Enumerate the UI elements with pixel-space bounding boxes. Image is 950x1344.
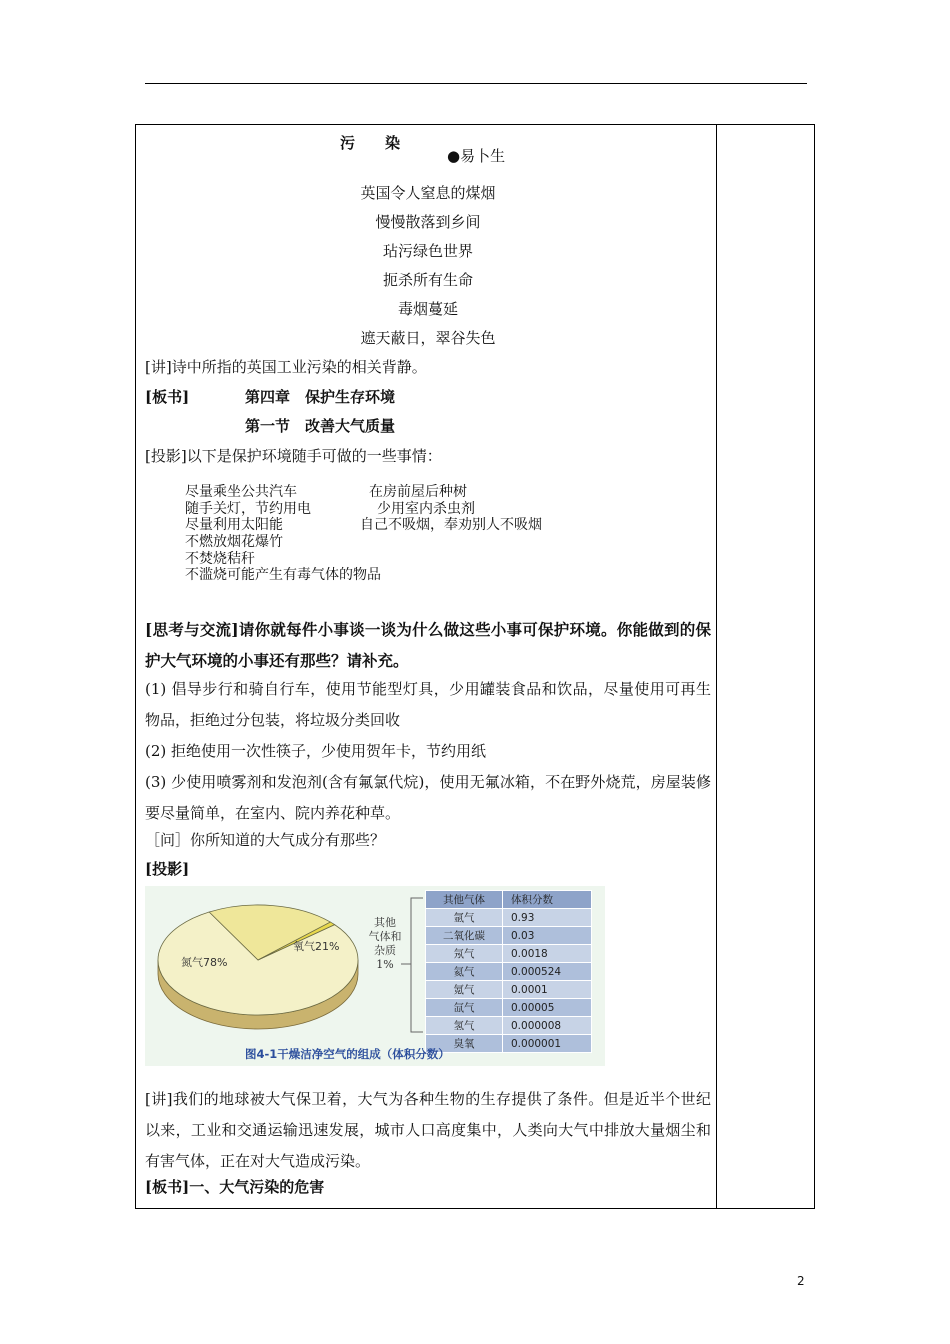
answer-item: (3) 少使用喷雾剂和发泡剂(含有氟氯代烷)，使用无氟冰箱，不在野外烧荒，房屋装修要尽量简单，在室内、院内养花种草。 [145,773,711,822]
chapter-heading: 第四章 保护生存环境 [245,388,396,406]
table-cell: 其他气体 [426,891,503,909]
table-cell: 0.0018 [503,945,592,963]
other-label-line: 1% [376,958,394,971]
slice-label-nitrogen: 氮气78% [181,956,228,969]
table-row [426,927,592,945]
slice-label-other [367,916,403,972]
other-gases-table [425,890,592,1053]
table-cell: 氩气 [426,909,503,927]
table-cell: 0.000524 [503,963,592,981]
action-item: 自己不吸烟，奉劝别人不吸烟 [360,517,542,533]
air-composition-figure [145,886,605,1066]
answer-item: (1) 倡导步行和骑自行车，使用节能型灯具，少用罐装食品和饮品，尽量使用可再生物品，拒绝过分包装，将垃圾分类回收 [145,680,711,729]
bracket-connector [401,896,427,1036]
other-label-line: 杂质 [374,944,396,957]
table-header-row [426,891,592,909]
table-cell: 氙气 [426,999,503,1017]
table-row [426,981,592,999]
column-divider [716,124,717,1209]
discussion-prompt: [思考与交流]请你就每件小事谈一谈为什么做这些小事可保护环境。你能做到的保护大气环境的小事还有那些？请补充。 [145,620,711,670]
poem-line: 扼杀所有生命 [382,271,473,289]
header-rule [145,83,807,84]
action-item: 不焚烧秸秆 [185,551,255,567]
table-row [426,999,592,1017]
lecture-note: [讲]诗中所指的英国工业污染的相关背静。 [145,358,427,376]
table-cell: 二氧化碳 [426,927,503,945]
poem-line: 玷污绿色世界 [382,242,473,260]
action-item: 尽量乘坐公共汽车 [185,484,297,500]
table-cell: 0.0001 [503,981,592,999]
section-heading: 第一节 改善大气质量 [245,417,396,435]
poem-title: 污 染 [340,134,401,152]
action-item: 不滥烧可能产生有毒气体的物品 [185,567,381,583]
lecture-note: [讲]我们的地球被大气保卫着，大气为各种生物的生存提供了条件。但是近半个世纪以来，工业和交通运输迅速发展，城市人口高度集中，人类向大气中排放大量烟尘和有害气体，正在对大气造成污染。 [145,1090,711,1170]
board-heading: [板书]一、大气污染的危害 [145,1178,325,1196]
table-cell: 0.000008 [503,1017,592,1035]
table-row [426,909,592,927]
poem-line: 毒烟蔓延 [397,300,458,318]
table-row [426,1035,592,1053]
table-cell: 氢气 [426,1017,503,1035]
action-item: 随手关灯，节约用电 [185,501,311,517]
table-cell: 0.03 [503,927,592,945]
table-cell: 氖气 [426,945,503,963]
board-tag: [板书] [145,388,190,406]
projection-note: [投影]以下是保护环境随手可做的一些事情： [145,447,442,465]
table-cell: 0.000001 [503,1035,592,1053]
poem-line: 英国令人窒息的煤烟 [360,184,496,202]
table-cell: 体积分数 [503,891,592,909]
table-row [426,963,592,981]
action-item: 在房前屋后种树 [369,484,467,500]
projection-note: [投影] [145,860,190,878]
table-cell: 氪气 [426,981,503,999]
table-cell: 臭氧 [426,1035,503,1053]
poem-line: 遮天蔽日，翠谷失色 [360,329,496,347]
table-cell: 氦气 [426,963,503,981]
action-item: 少用室内杀虫剂 [377,501,475,517]
action-item: 尽量利用太阳能 [185,517,283,533]
table-row [426,945,592,963]
poem-line: 慢慢散落到乡间 [375,213,481,231]
action-item: 不燃放烟花爆竹 [185,534,283,550]
table-cell: 0.93 [503,909,592,927]
answer-item: (2) 拒绝使用一次性筷子，少使用贺年卡，节约用纸 [145,742,487,760]
table-row [426,1017,592,1035]
page-number: 2 [797,1274,805,1288]
slice-label-oxygen: 氧气21% [293,940,340,953]
other-label-line: 气体和 [368,930,402,943]
figure-caption: 图4-1干燥洁净空气的组成（体积分数） [245,1047,450,1061]
poem-author: ●易卜生 [447,147,506,165]
question-note: ［问］你所知道的大气成分有那些？ [145,831,386,849]
other-label-line: 其他 [374,916,396,929]
table-cell: 0.00005 [503,999,592,1017]
